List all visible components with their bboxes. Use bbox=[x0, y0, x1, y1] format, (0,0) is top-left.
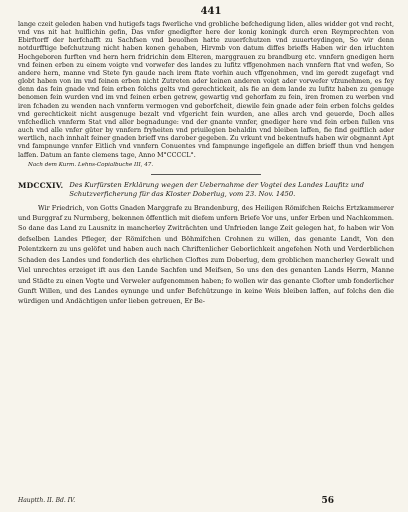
document-body: Wir Friedrich, von Gotts Gnaden Marggrafe zu Brandenburg, des Heiligen Römifchen Reichs Ertzkammerer und Burggraf zu Nurmberg, bekennen öffentlich mit diefem unfern Briefe Vor uns, unfer Erben und Nachkommen. So dane das Land zu Lausnitz in mancherley Zwiträchten und Unfrieden lange Zeit gelegen hat, fo haben wir Von defselben Landes Pfleger, der Römifchen und Böhmifchen Crohnen zu willen, das genante Landt, Von den Polentzkern zu uns gelöfet und haben auch nach Chriftenlicher Geborlichkeit angefehen Noth und Verderblichen Schaden des Landes und fonderlich des ehrlichen Cloftes zum Doberlug, dem groblichen mancherley Gewalt und Viel unrechtes erzeiget ift aus den Lande Sachfen und Meifsen, So uns den des genanten Lands Herrn, Manne und Städte zu einen Vogte und Verweler aufgenommen haben; fo wollen wir das genante Clofter umb fonderlicher Gunft Willen, und des Landes eynunge und unfer Befchützunge in keine Weis bleiben laffen, auf folchs den die würdigen und Andächtigen unfer lieben getreuen, Er Be- bbox=[18, 203, 394, 306]
source-note: Nach dem Kurm. Lehns-Copialbuche III, 47. bbox=[28, 161, 154, 168]
page-number: 441 bbox=[200, 6, 222, 17]
section-divider bbox=[151, 174, 261, 175]
continuation-paragraph: lange czeit geleden haben vnd hutigefs tags fwerliche vnd grobliche befchedigung liden, alles widder got vnd recht, vnd vns nit hat hulflichin gefin, Das vnfer gnedigfter here der konig koningk durch eren Reymprechten von Ebirftorff der herfchafft zu Sachfsen vnd beuolhen hatte zuuerfchutzen vnd zuuerteydingen, So wir denn notdurfftige befchutzung nicht haben konen gehaben, Hirvmb von datum diffes brieffs Haben wir den irluchten Hochgeboren furften vnd hern hern fridrichin dem Elteren, marggrauen zu brandburg etc. vnnfern gnedigen hern vnd feinen erben zu einem voigte vnd vorwefer des landes zu lufitz vffgenohmen nach vnnfern ftat vnd wefen, So andere hern, manne vnd Stete fyn gaude nach irem ftate vorhin auch vffgenohmen, vnd im geredt zugefagt vnd globt haben von im vnd feinen erben nicht Zutreten ader keinen anderen voigt ader vorwefer vfzunehmen, es fey denn das fein gnade vnd fein erben folchs gelts vnd gerechtickeit, als fie an dem lande zu lufitz haben zu genuge benomen fein wurden vnd im vnd feinen erben getrew, gewartig vnd gehorfam zu fein, iren fromen zu werben vnd iren fchaden zu wenden nach vnnferm vermogen vnd geborfcheit, diewile fein gnade ader fein erben folchs geldes vnd gerechtickeit nicht ausgenuge bezalt vnd vfgericht fein wurden, ane alles arch vnd geuerde, Doch alles vnfchedlich vnnferm Stat vnd aller begnadunge: vnd der gnante vnnfer, gnediger here vnd fein erben fullen vns auch vnd alle vnfer güter by vnnfern fryheiten vnd priuilegien behaldin vnd bleiben laffen, fie find geiftlich ader wertlich, nach innhalt feiner gnaden brieff vns darober gegeben. Zu vrkunt vnd bekentnufs haben wir obgnannt Apt vnd fampnunge vnnfer Eitlich vnd vnnfern Conuentes vnd fampnunge ingefigele an diffen brieff thun vnd hengen laffen. Datum an fante clemens tage, Anno M°CCCCL°. bbox=[18, 20, 394, 159]
document-number: MDCCXIV. bbox=[18, 180, 64, 190]
document-title: Des Kurfürsten Erklärung wegen der Uebernahme der Vogtei des Landes Laufitz und Schutzverficherung für das Kloster Doberlug, vom 23. Nov. 1450. bbox=[69, 180, 364, 198]
footer-signature: Hauptth. II. Bd. IV. bbox=[18, 497, 76, 504]
document-heading bbox=[18, 181, 394, 199]
page-footer bbox=[18, 497, 394, 505]
footer-sheet-number: 56 bbox=[321, 496, 334, 506]
